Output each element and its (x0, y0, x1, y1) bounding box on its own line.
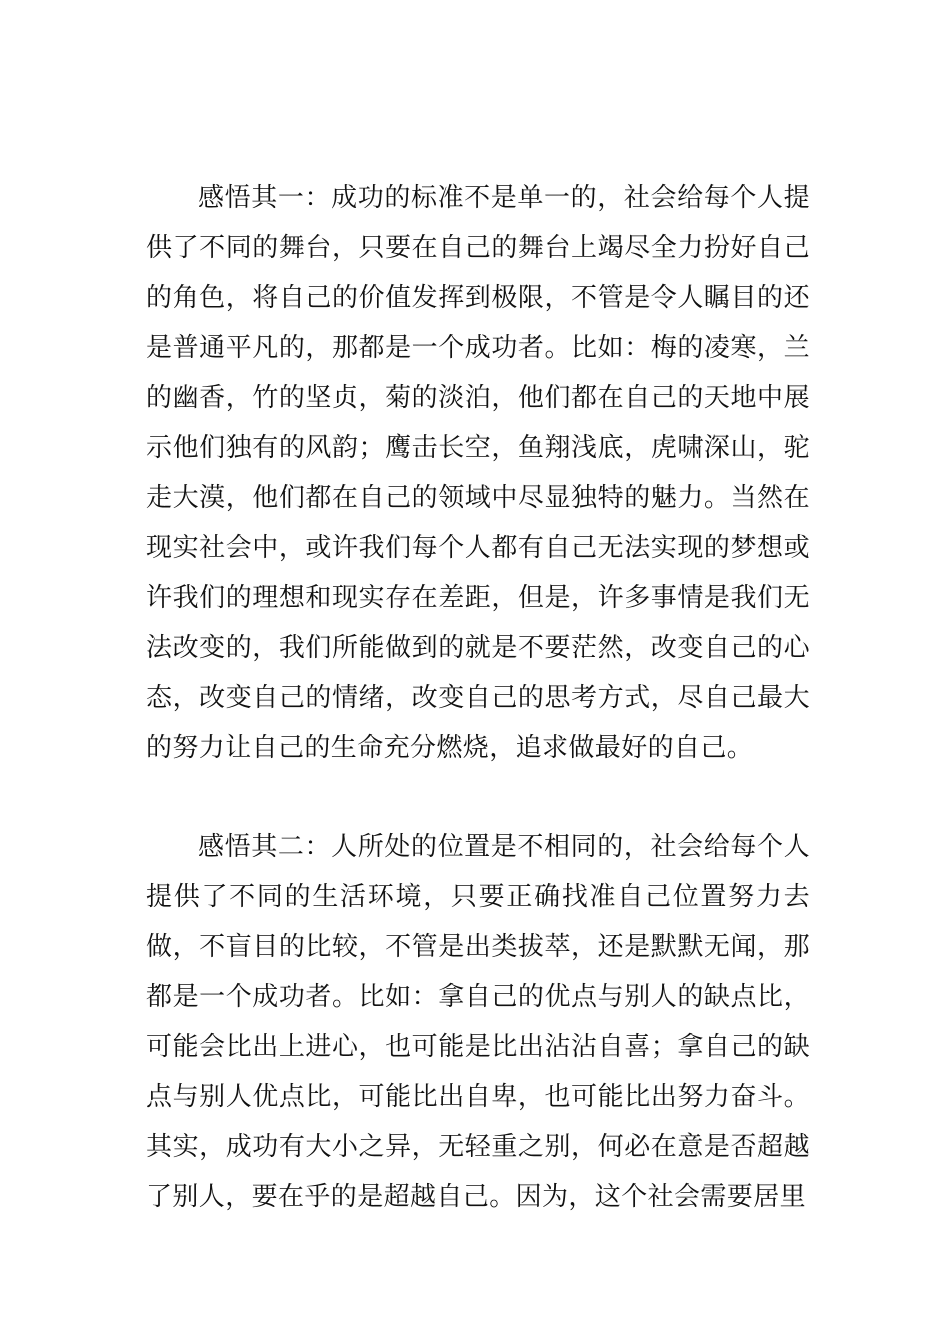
paragraph-insight-two: 感悟其二：人所处的位置是不相同的，社会给每个人提供了不同的生活环境，只要正确找准自己位置努力去做，不盲目的比较，不管是出类拔萃，还是默默无闻，那都是一个成功者。比如：拿自己的优点与别人的缺点比，可能会比出上进心，也可能是比出沾沾自喜；拿自己的缺点与别人优点比，可能比出自卑，也可能比出努力奋斗。其实，成功有大小之异，无轻重之别，何必在意是否超越了别人，要在乎的是超越自己。因为，这个社会需要居里 (146, 832, 810, 1212)
paragraph-insight-one: 感悟其一：成功的标准不是单一的，社会给每个人提供了不同的舞台，只要在自己的舞台上竭尽全力扮好自己的角色，将自己的价值发挥到极限，不管是令人瞩目的还是普通平凡的，那都是一个成功者。比如：梅的凌寒，兰的幽香，竹的坚贞，菊的淡泊，他们都在自己的天地中展示他们独有的风韵；鹰击长空，鱼翔浅底，虎啸深山，驼走大漠，他们都在自己的领域中尽显独特的魅力。当然在现实社会中，或许我们每个人都有自己无法实现的梦想或许我们的理想和现实存在差距，但是，许多事情是我们无法改变的，我们所能做到的就是不要茫然，改变自己的心态，改变自己的情绪，改变自己的思考方式，尽自己最大的努力让自己的生命充分燃烧，追求做最好的自己。 (146, 183, 810, 763)
